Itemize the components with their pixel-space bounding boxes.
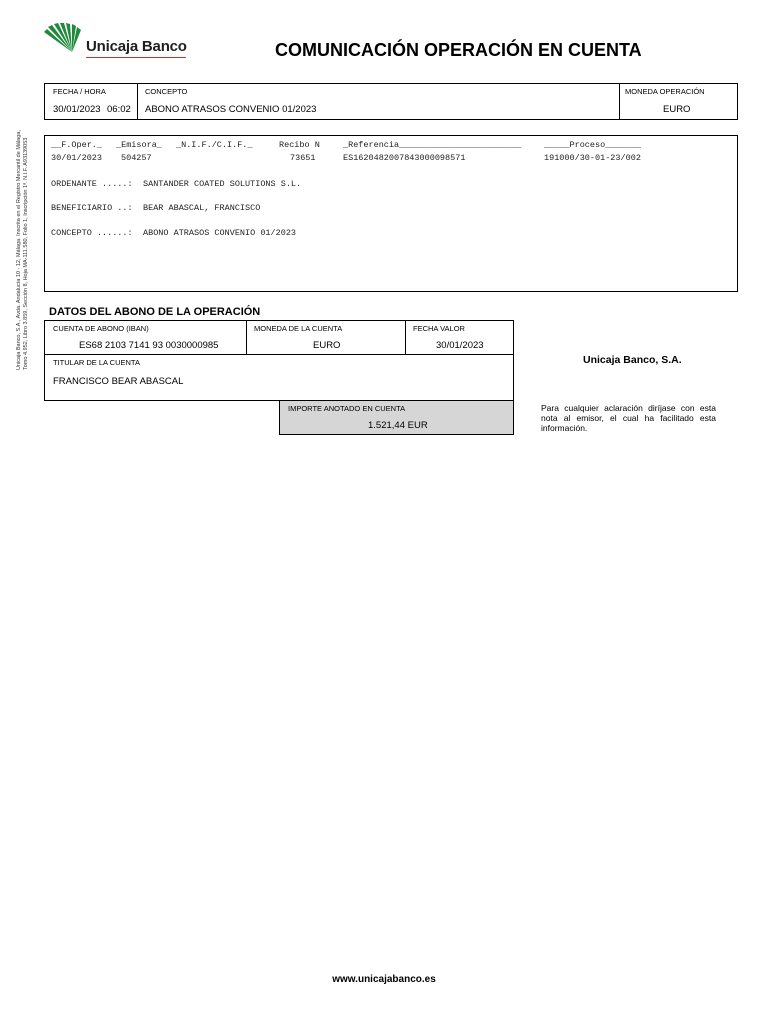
fecha-value: 30/01/2023 <box>53 104 101 115</box>
aclaracion-note: Para cualquier aclaración diríjase con esta nota al emisor, el cual ha facilitado esta información. <box>541 403 716 433</box>
titular-label: TITULAR DE LA CUENTA <box>53 358 140 367</box>
concepto-label: CONCEPTO <box>145 87 188 96</box>
moneda-operacion-label: MONEDA OPERACIÓN <box>625 87 705 96</box>
col-header-foper: __F.Oper._ <box>51 140 103 150</box>
legal-line-2: Tomo 4.952, Libro 3.859, Sección 8, Hoja MA-111.580, Folio 1, Inscripción 1ª. N.I.F. A93139053 <box>23 137 29 370</box>
col-header-proceso: _____Proceso_______ <box>544 140 641 150</box>
importe-box <box>279 400 514 435</box>
operation-detail-box <box>44 135 738 292</box>
divider <box>405 321 406 354</box>
header-box <box>44 83 738 120</box>
logo-underline <box>86 57 186 58</box>
col-header-emisora: _Emisora_ <box>116 140 162 150</box>
divider <box>137 84 138 119</box>
bank-logo-text: Unicaja Banco <box>86 38 187 55</box>
ordenante-label: ORDENANTE .....: <box>51 179 133 189</box>
moneda-cuenta-label: MONEDA DE LA CUENTA <box>254 324 343 333</box>
bank-logo <box>42 22 187 64</box>
row-emisora: 504257 <box>121 153 152 163</box>
moneda-operacion-value: EURO <box>663 104 691 115</box>
fecha-hora-label: FECHA / HORA <box>53 87 106 96</box>
row-referencia-part2: 71 <box>455 153 466 163</box>
cuenta-abono-label: CUENTA DE ABONO (IBAN) <box>53 324 149 333</box>
hora-value: 06:02 <box>107 104 131 115</box>
detail-concepto-label: CONCEPTO ......: <box>51 228 133 238</box>
row-recibo: 73651 <box>290 153 316 163</box>
abono-box <box>44 320 514 401</box>
col-header-recibo: Recibo N <box>279 140 320 150</box>
beneficiario-label: BENEFICIARIO ..: <box>51 203 133 213</box>
ordenante-value: SANTANDER COATED SOLUTIONS S.L. <box>143 179 302 189</box>
col-header-nif: _N.I.F./C.I.F._ <box>176 140 253 150</box>
moneda-cuenta-value: EURO <box>313 340 341 351</box>
divider <box>45 354 513 355</box>
document-title: COMUNICACIÓN OPERACIÓN EN CUENTA <box>275 40 642 60</box>
legal-line-1: Unicaja Banco, S.A., Avda. Andalucía 10 - 12, Málaga. Inscrita en el Registro Mercantil de Málaga, <box>16 130 22 370</box>
divider <box>246 321 247 354</box>
row-foper: 30/01/2023 <box>51 153 103 163</box>
importe-label: IMPORTE ANOTADO EN CUENTA <box>288 404 406 413</box>
company-name: Unicaja Banco, S.A. <box>583 354 682 366</box>
footer-website: www.unicajabanco.es <box>332 974 436 985</box>
titular-value: FRANCISCO BEAR ABASCAL <box>53 376 184 387</box>
fecha-valor-label: FECHA VALOR <box>413 324 465 333</box>
col-header-referencia: _Referencia________________________ <box>343 140 522 150</box>
importe-value: 1.521,44 EUR <box>368 420 428 431</box>
divider <box>619 84 620 119</box>
row-proceso: 191000/30-01-23/002 <box>544 153 641 163</box>
legal-side-text <box>16 130 30 370</box>
detail-concepto-value: ABONO ATRASOS CONVENIO 01/2023 <box>143 228 297 238</box>
row-referencia <box>343 153 465 163</box>
unicaja-fan-icon <box>42 22 84 56</box>
row-referencia-part1: ES16204820078430000985 <box>343 153 456 163</box>
concepto-value: ABONO ATRASOS CONVENIO 01/2023 <box>145 104 317 115</box>
cuenta-abono-value: ES68 2103 7141 93 0030000985 <box>79 340 219 351</box>
fecha-valor-value: 30/01/2023 <box>436 340 484 351</box>
beneficiario-value: BEAR ABASCAL, FRANCISCO <box>143 203 261 213</box>
abono-section-title: DATOS DEL ABONO DE LA OPERACIÓN <box>49 306 261 318</box>
